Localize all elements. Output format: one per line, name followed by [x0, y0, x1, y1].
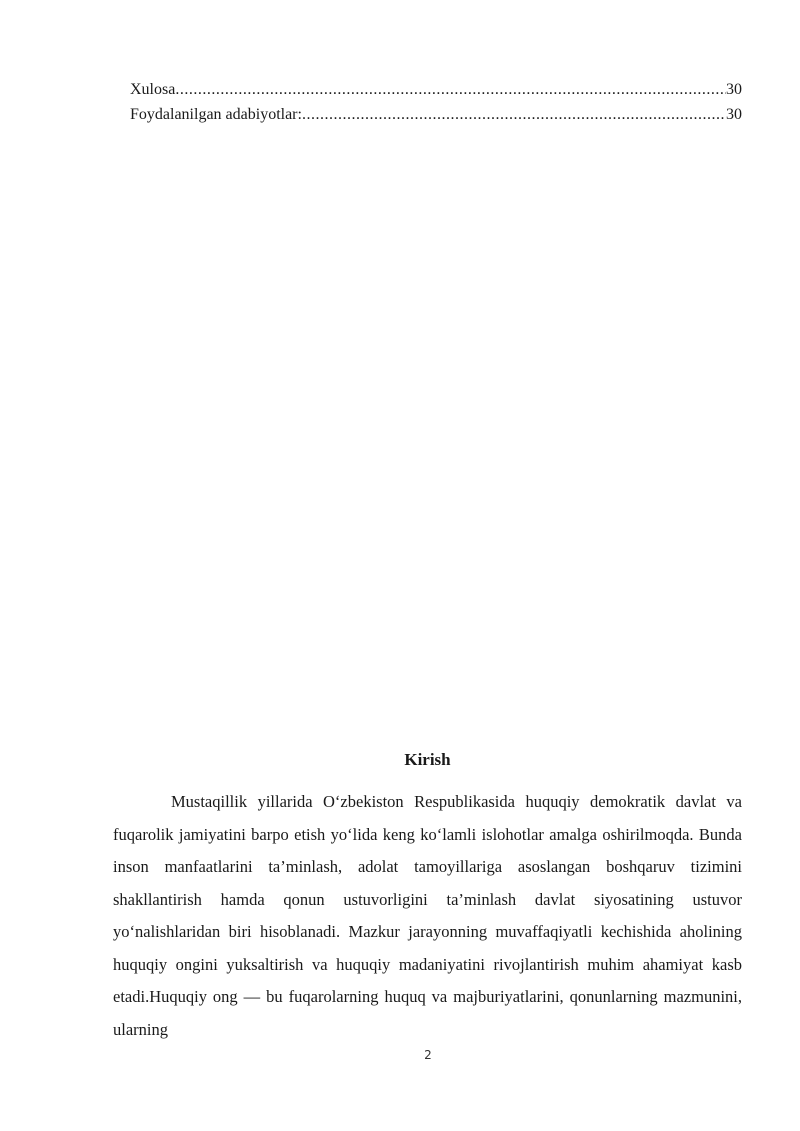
intro-paragraph: Mustaqillik yillarida O‘zbekiston Respublikasida huquqiy demokratik davlat va fuqarolik jamiyatini barpo etish yo‘lida keng ko‘lamli islohotlar amalga oshirilmoqda. Bunda inson manfaatlarini ta’minlash, adolat tamoyillariga asoslangan boshqaruv tizimini shakllantirish hamda qonun ustuvorligini ta’minlash davlat siyosatining ustuvor yo‘nalishlaridan biri hisoblanadi. Mazkur jarayonning muvaffaqiyatli kechishida aholining huquqiy ongini yuksaltirish va huquqiy madaniyatini rivojlantirish muhim ahamiyat kasb etadi.Huquqiy ong — bu fuqarolarning huquq va majburiyatlarini, qonunlarning mazmunini, ularning [113, 792, 742, 1039]
toc-entry-page: 30 [726, 106, 742, 123]
table-of-contents [130, 77, 742, 127]
section-heading: Kirish [404, 750, 451, 769]
toc-leader-dots [175, 77, 726, 102]
toc-entry-adabiyotlar[interactable] [130, 102, 742, 127]
toc-entry-page: 30 [726, 81, 742, 98]
page-number: 2 [424, 1048, 432, 1062]
toc-entry-xulosa[interactable] [130, 77, 742, 102]
toc-entry-title: Xulosa [130, 81, 176, 98]
toc-entry-title: Foydalanilgan adabiyotlar: [130, 106, 302, 123]
toc-leader-dots [302, 102, 726, 127]
